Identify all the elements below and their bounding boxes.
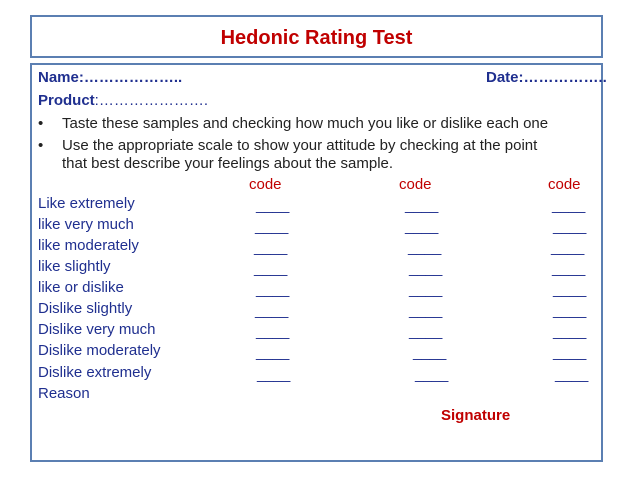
rating-blank[interactable]: ____ [553, 218, 587, 235]
signature-label: Signature [441, 407, 511, 424]
page-title: Hedonic Rating Test [220, 27, 413, 49]
rating-blank[interactable]: ____ [256, 281, 290, 298]
rating-blank[interactable]: ____ [256, 323, 290, 340]
instruction-3: that best describe your feelings about the sample. [62, 155, 394, 172]
bullet-2: • [38, 137, 44, 154]
rating-blank[interactable]: ____ [254, 239, 288, 256]
product-fill: :…………………. [94, 92, 209, 109]
rating-blank[interactable]: ____ [255, 302, 289, 319]
scale-label: Dislike moderately [38, 342, 161, 359]
name-field-label: Name:……………….. [38, 69, 183, 86]
product-label: Product [38, 92, 95, 109]
instruction-2: Use the appropriate scale to show your attitude by checking at the point [62, 137, 538, 154]
scale-label: like very much [38, 216, 134, 233]
bullet-1: • [38, 115, 44, 132]
title-box [30, 15, 603, 58]
rating-blank[interactable]: ____ [409, 281, 443, 298]
rating-blank[interactable]: ____ [415, 366, 449, 383]
rating-blank[interactable]: ____ [408, 239, 442, 256]
rating-blank[interactable]: ____ [553, 302, 587, 319]
rating-blank[interactable]: ____ [413, 344, 447, 361]
code-header-1: code [249, 176, 282, 193]
rating-blank[interactable]: ____ [405, 218, 439, 235]
scale-label: like or dislike [38, 279, 124, 296]
scale-label: Dislike slightly [38, 300, 133, 317]
rating-blank[interactable]: ____ [256, 197, 290, 214]
rating-blank[interactable]: ____ [409, 323, 443, 340]
scale-label: Dislike extremely [38, 364, 152, 381]
rating-blank[interactable]: ____ [256, 344, 290, 361]
scale-label: Like extremely [38, 195, 135, 212]
rating-blank[interactable]: ____ [552, 260, 586, 277]
rating-blank[interactable]: ____ [257, 366, 291, 383]
scale-label: Dislike very much [38, 321, 156, 338]
rating-blank[interactable]: ____ [409, 302, 443, 319]
scale-label: like moderately [38, 237, 139, 254]
date-field-label: Date:…………….. [486, 69, 607, 86]
instruction-1: Taste these samples and checking how much you like or dislike each one [62, 115, 549, 132]
rating-blank[interactable]: ____ [409, 260, 443, 277]
rating-blank[interactable]: ____ [254, 260, 288, 277]
rating-blank[interactable]: ____ [405, 197, 439, 214]
product-field [38, 92, 208, 110]
rating-blank[interactable]: ____ [553, 281, 587, 298]
rating-blank[interactable]: ____ [255, 218, 289, 235]
rating-blank[interactable]: ____ [552, 197, 586, 214]
reason-label: Reason [38, 385, 90, 402]
code-header-3: code [548, 176, 581, 193]
rating-blank[interactable]: ____ [551, 239, 585, 256]
rating-blank[interactable]: ____ [553, 323, 587, 340]
code-header-2: code [399, 176, 432, 193]
scale-label: like slightly [38, 258, 111, 275]
rating-blank[interactable]: ____ [555, 366, 589, 383]
rating-blank[interactable]: ____ [553, 344, 587, 361]
